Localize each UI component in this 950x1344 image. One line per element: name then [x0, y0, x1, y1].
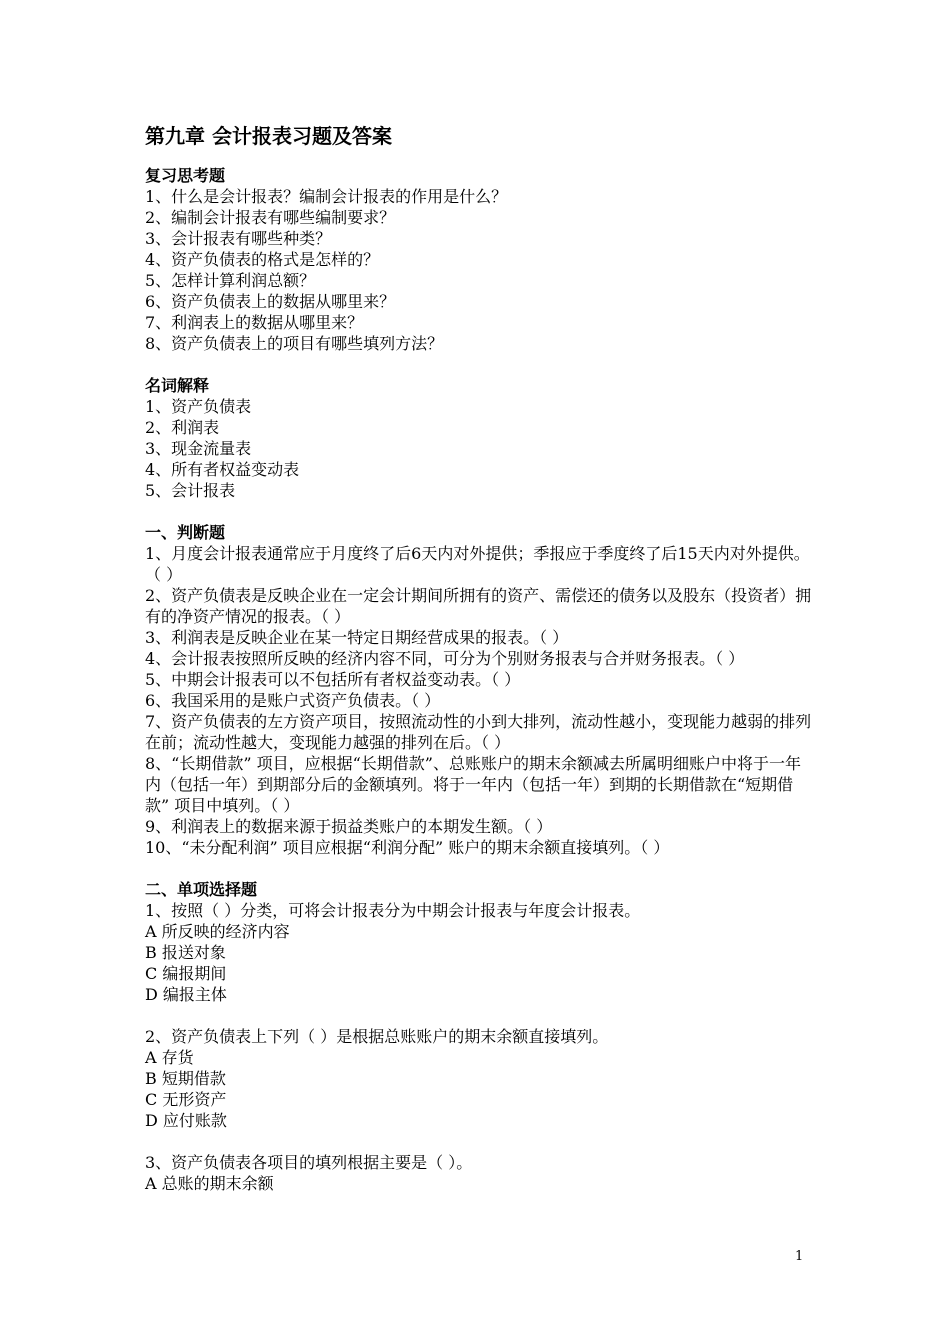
answer-option: A 总账的期末余额: [145, 1174, 274, 1193]
chapter-title: 第九章 会计报表习题及答案: [145, 124, 392, 148]
term-item: 3、现金流量表: [145, 439, 252, 458]
review-item: 7、利润表上的数据从哪里来？: [145, 313, 364, 332]
judgement-item: 5、中期会计报表可以不包括所有者权益变动表。（ ）: [145, 670, 521, 689]
question-stem: 1、按照（ ）分类，可将会计报表分为中期会计报表与年度会计报表。: [145, 901, 641, 920]
answer-option: B 报送对象: [145, 943, 226, 962]
page-number: 1: [795, 1249, 804, 1264]
review-section: [145, 165, 813, 354]
single-choice-heading: 二、单项选择题: [145, 880, 258, 899]
judgement-item: 6、我国采用的是账户式资产负债表。（ ）: [145, 691, 441, 710]
term-item: 1、资产负债表: [145, 397, 252, 416]
answer-option: D 编报主体: [145, 985, 227, 1004]
question-stem: 2、资产负债表上下列（ ）是根据总账账户的期末余额直接填列。: [145, 1027, 609, 1046]
judgement-heading: 一、判断题: [145, 523, 226, 542]
term-item: 5、会计报表: [145, 481, 236, 500]
judgement-item: 1、月度会计报表通常应于月度终了后6天内对外提供；季报应于季度终了后15天内对外提供。（ ）: [145, 544, 810, 584]
page-content: [145, 121, 813, 1215]
answer-option: C 无形资产: [145, 1090, 227, 1109]
term-item: 2、利润表: [145, 418, 220, 437]
answer-option: D 应付账款: [145, 1111, 227, 1130]
choice-question: [145, 1152, 813, 1194]
judgement-item: 9、利润表上的数据来源于损益类账户的本期发生额。（ ）: [145, 817, 553, 836]
review-item: 3、会计报表有哪些种类？: [145, 229, 332, 248]
review-item: 6、资产负债表上的数据从哪里来？: [145, 292, 396, 311]
judgement-item: 7、资产负债表的左方资产项目，按照流动性的小到大排列，流动性越小，变现能力越弱的排列在前；流动性越大，变现能力越强的排列在后。（ ）: [145, 712, 812, 752]
terms-section: [145, 375, 813, 501]
judgement-item: 2、资产负债表是反映企业在一定会计期间所拥有的资产、需偿还的债务以及股东（投资者）拥有的净资产情况的报表。（ ）: [145, 586, 812, 626]
judgement-item: 4、会计报表按照所反映的经济内容不同，可分为个别财务报表与合并财务报表。（ ）: [145, 649, 745, 668]
judgement-item: 10、“未分配利润” 项目应根据“利润分配” 账户的期末余额直接填列。（ ）: [145, 838, 670, 857]
question-stem: 3、资产负债表各项目的填列根据主要是（ ）。: [145, 1153, 473, 1172]
single-choice-section: [145, 879, 813, 1194]
review-heading: 复习思考题: [145, 166, 226, 185]
review-item: 1、什么是会计报表？编制会计报表的作用是什么？: [145, 187, 508, 206]
review-item: 5、怎样计算利润总额？: [145, 271, 316, 290]
answer-option: B 短期借款: [145, 1069, 226, 1088]
judgement-item: 3、利润表是反映企业在某一特定日期经营成果的报表。（ ）: [145, 628, 569, 647]
term-item: 4、所有者权益变动表: [145, 460, 300, 479]
review-item: 4、资产负债表的格式是怎样的？: [145, 250, 380, 269]
answer-option: C 编报期间: [145, 964, 227, 983]
terms-heading: 名词解释: [145, 376, 210, 395]
review-item: 8、资产负债表上的项目有哪些填列方法？: [145, 334, 444, 353]
judgement-item: 8、“长期借款” 项目，应根据“长期借款”、总账账户的期末余额减去所属明细账户中将于一年内（包括一年）到期部分后的金额填列。将于一年内（包括一年）到期的长期借款在“短期借款” 项目中填列。（ ）: [145, 754, 801, 815]
choice-question: [145, 900, 813, 1005]
answer-option: A 所反映的经济内容: [145, 922, 290, 941]
review-item: 2、编制会计报表有哪些编制要求？: [145, 208, 396, 227]
answer-option: A 存货: [145, 1048, 194, 1067]
judgement-section: [145, 522, 813, 858]
choice-question: [145, 1026, 813, 1131]
